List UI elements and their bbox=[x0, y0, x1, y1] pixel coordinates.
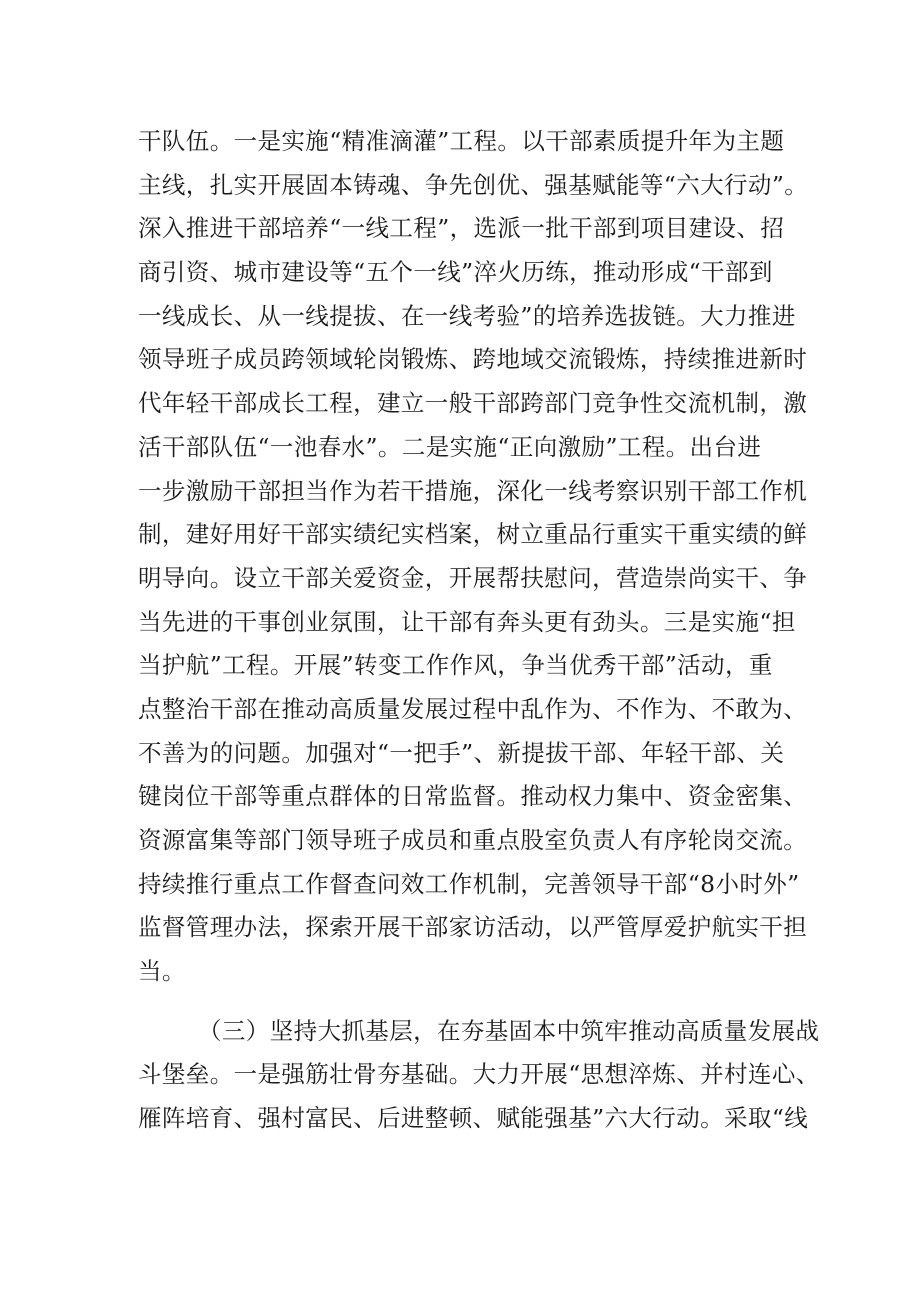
text-line: 活干部队伍“一池春水”。二是实施“正向激励”工程。出台进 bbox=[138, 432, 762, 461]
text-line: 不善为的问题。加强对“一把手”、新提拔干部、年轻干部、关 bbox=[138, 738, 785, 767]
text-line: 制，建好用好干部实绩纪实档案，树立重品行重实干重实绩的鲜 bbox=[138, 520, 808, 549]
text-line: 当先进的干事创业氛围，让干部有奔头更有劲头。三是实施“担 bbox=[138, 607, 796, 636]
text-line: 监督管理办法，探索开展干部家访活动，以严管厚爱护航实干担 bbox=[138, 913, 808, 942]
text-line: 资源富集等部门领导班子成员和重点股室负责人有序轮岗交流。 bbox=[138, 826, 808, 854]
paragraph-gap bbox=[138, 994, 798, 1010]
text-line: 斗堡垒。一是强筋壮骨夯基础。大力开展“思想淬炼、并村连心、 bbox=[138, 1060, 820, 1089]
text-line: 当护航”工程。开展”转变工作作风，争当优秀干部”活动，重 bbox=[138, 651, 773, 680]
document-body bbox=[138, 120, 820, 1141]
text-line: 雁阵培育、强村富民、后进整顿、赋能强基”六大行动。采取“线 bbox=[138, 1104, 809, 1133]
text-line: 一线成长、从一线提拔、在一线考验”的培养选拔链。大力推进 bbox=[138, 301, 796, 330]
text-line: 键岗位干部等重点群体的日常监督。推动权力集中、资金密集、 bbox=[138, 782, 808, 811]
text-line: 一步激励干部担当作为若干措施，深化一线考察识别干部工作机 bbox=[138, 476, 808, 505]
section-heading-line: （三）坚持大抓基层，在夯基固本中筑牢推动高质量发展战 bbox=[198, 1016, 820, 1045]
text-line: 领导班子成员跨领域轮岗锻炼、跨地域交流锻炼，持续推进新时 bbox=[138, 345, 808, 374]
text-line: 深入推进干部培养“一线工程”，选派一批干部到项目建设、招 bbox=[138, 214, 785, 243]
text-line: 主线，扎实开展固本铸魂、争先创优、强基赋能等“六大行动”。 bbox=[138, 170, 809, 199]
text-line: 代年轻干部成长工程，建立一般干部跨部门竞争性交流机制，激 bbox=[138, 389, 808, 418]
text-line: 商引资、城市建设等“五个一线”淬火历练，推动形成“干部到 bbox=[138, 258, 773, 287]
text-line: 明导向。设立干部关爱资金，开展帮扶慰问，营造崇尚实干、争 bbox=[138, 563, 808, 592]
text-line: 持续推行重点工作督查问效工作机制，完善领导干部“8小时外” bbox=[138, 869, 800, 898]
paragraph-1 bbox=[138, 120, 809, 994]
text-line: 点整治干部在推动高质量发展过程中乱作为、不作为、不敢为、 bbox=[138, 694, 808, 723]
paragraph-2 bbox=[138, 1010, 820, 1141]
text-line: 干队伍。一是实施“精准滴灌”工程。以干部素质提升年为主题 bbox=[138, 127, 785, 155]
text-line: 当。 bbox=[138, 957, 186, 986]
